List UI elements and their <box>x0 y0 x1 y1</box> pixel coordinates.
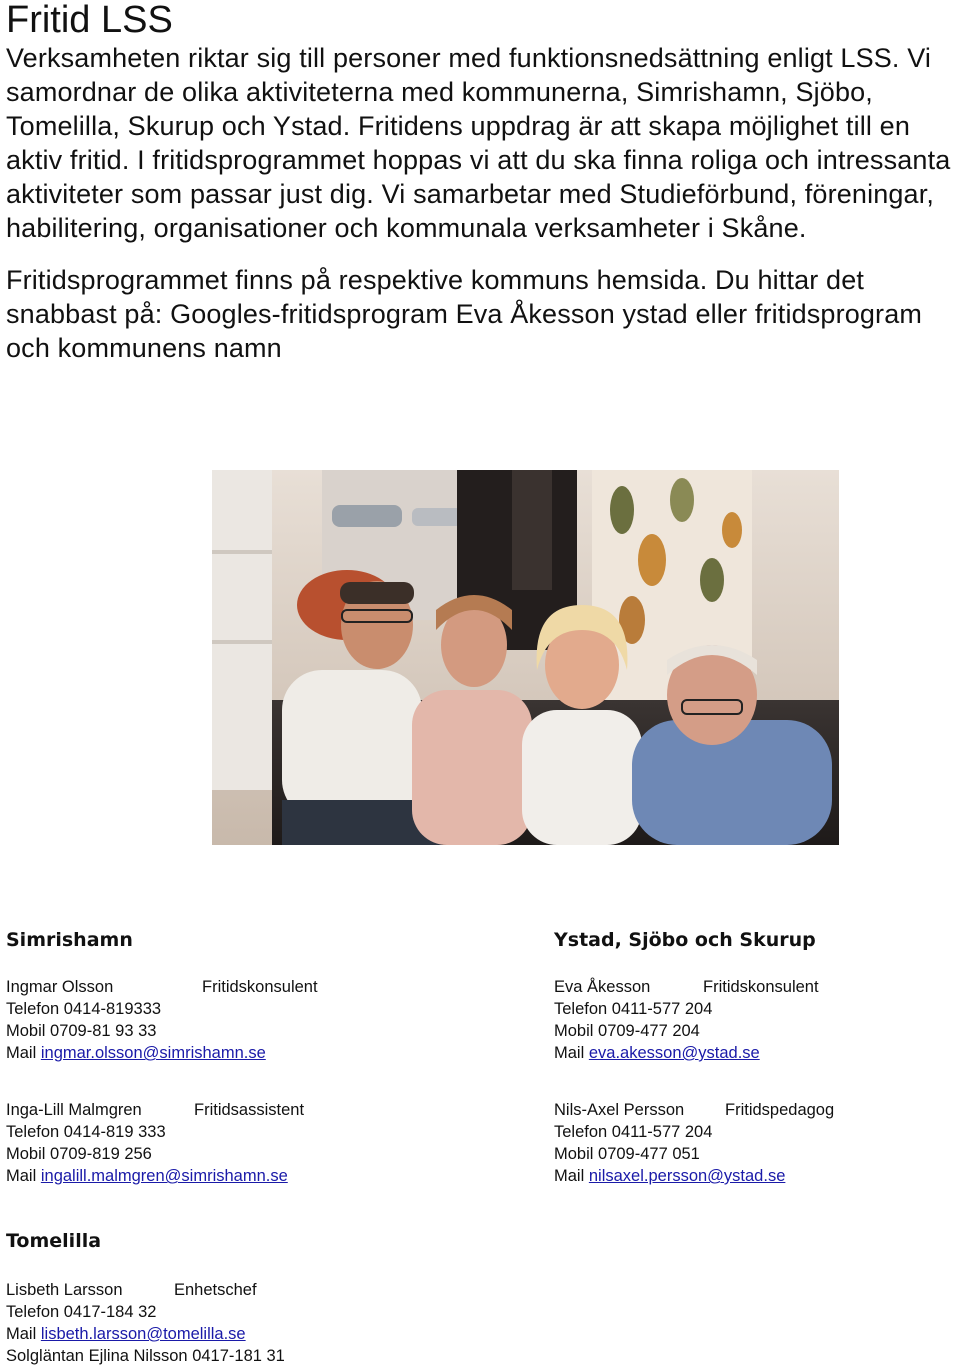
mail-label: Mail <box>554 1044 585 1062</box>
program-info-paragraph: Fritidsprogrammet finns på respektive kommuns hemsida. Du hittar det snabbast på: Googles-fritidsprogram Eva Åkesson ystad eller fritidsprogram och kommunens namn <box>6 265 923 363</box>
contact-card <box>554 976 819 1064</box>
contact-mobile: Mobil 0709-819 256 <box>6 1145 152 1163</box>
page-title: Fritid LSS <box>6 0 173 41</box>
contact-name: Nils-Axel Persson <box>554 1101 685 1119</box>
contact-name: Eva Åkesson <box>554 978 651 996</box>
contact-phone: Telefon 0411-577 204 <box>554 1123 713 1141</box>
contact-name: Inga-Lill Malmgren <box>6 1101 142 1119</box>
contact-role: Enhetschef <box>174 1281 257 1299</box>
contact-extra: Solgläntan Ejlina Nilsson 0417-181 31 <box>6 1347 285 1365</box>
email-link[interactable]: nilsaxel.persson@ystad.se <box>588 1167 786 1185</box>
contact-card <box>6 976 318 1064</box>
contact-card <box>554 1099 834 1187</box>
email-link[interactable]: lisbeth.larsson@tomelilla.se <box>40 1325 246 1343</box>
contact-mobile: Mobil 0709-477 051 <box>554 1145 700 1163</box>
staff-group-photo <box>212 470 839 845</box>
mail-label: Mail <box>6 1044 37 1062</box>
contact-role: Fritidsassistent <box>194 1101 305 1119</box>
intro-text <box>6 41 956 365</box>
contact-role: Fritidskonsulent <box>703 978 819 996</box>
contact-name: Ingmar Olsson <box>6 978 114 996</box>
email-link[interactable]: ingalill.malmgren@simrishamn.se <box>40 1167 288 1185</box>
email-link[interactable]: ingmar.olsson@simrishamn.se <box>40 1044 266 1062</box>
contact-phone: Telefon 0411-577 204 <box>554 1000 713 1018</box>
mail-label: Mail <box>6 1167 37 1185</box>
email-link[interactable]: eva.akesson@ystad.se <box>588 1044 760 1062</box>
contact-role: Fritidspedagog <box>725 1101 835 1119</box>
contact-mobile: Mobil 0709-81 93 33 <box>6 1022 157 1040</box>
intro-paragraph: Verksamheten riktar sig till personer med funktionsnedsättning enligt LSS. Vi samordnar de olika aktiviteterna med kommunerna, Simrishamn, Sjöbo, Tomelilla, Skurup och Ystad. Fritidens uppdrag är att skapa möjlighet till en aktiv fritid. I fritidsprogrammet hoppas vi att du ska finna roliga och intressanta aktiviteter som passar just dig. Vi samarbetar med Studieförbund, föreningar, habilitering, organisationer och kommunala verksamheter i Skåne. <box>6 43 951 243</box>
section-heading-tomelilla: Tomelilla <box>6 1230 102 1252</box>
mail-label: Mail <box>6 1325 37 1343</box>
contact-card <box>6 1279 285 1367</box>
section-heading-simrishamn: Simrishamn <box>6 929 133 951</box>
contact-phone: Telefon 0417-184 32 <box>6 1303 157 1321</box>
contact-mobile: Mobil 0709-477 204 <box>554 1022 700 1040</box>
contact-role: Fritidskonsulent <box>202 978 318 996</box>
contact-card <box>6 1099 304 1187</box>
contact-phone: Telefon 0414-819 333 <box>6 1123 166 1141</box>
section-heading-ystad: Ystad, Sjöbo och Skurup <box>554 929 816 951</box>
mail-label: Mail <box>554 1167 585 1185</box>
contact-phone: Telefon 0414-819333 <box>6 1000 162 1018</box>
contact-name: Lisbeth Larsson <box>6 1281 123 1299</box>
